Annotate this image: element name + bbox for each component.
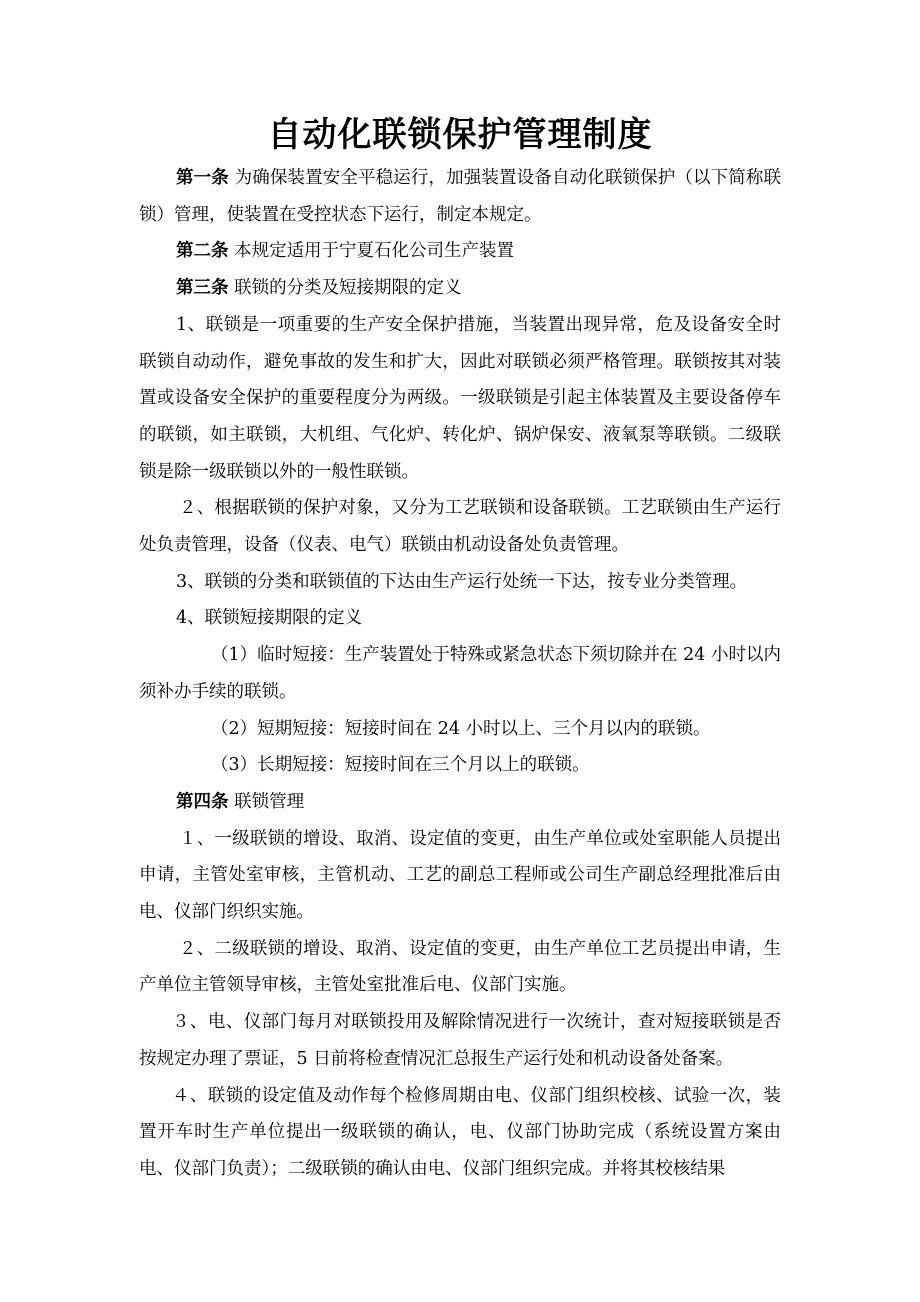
document-title: 自动化联锁保护管理制度 <box>267 115 653 155</box>
article-3 <box>139 270 781 307</box>
article-text: 本规定适用于宁夏石化公司生产装置 <box>228 241 515 262</box>
article-label: 第一条 <box>176 168 229 188</box>
article-text: 为确保装置安全平稳运行，加强装置设备自动化联锁保护（以下简称联锁）管理，使装置在受控状态下运行，制定本规定。 <box>139 168 782 225</box>
article-2 <box>139 233 781 270</box>
clause-4-2: ２、二级联锁的增设、取消、设定值的变更，由生产单位工艺员提出申请，生产单位主管领导审核，主管处室批准后电、仪部门实施。 <box>139 938 781 996</box>
article-label: 第二条 <box>176 241 229 262</box>
clause-3-4: 4、联锁短接期限的定义 <box>176 608 363 629</box>
article-text: 联锁的分类及短接期限的定义 <box>228 278 462 299</box>
clause-4-1: １、一级联锁的增设、取消、设定值的变更，由生产单位或处室职能人员提出申请，主管处室审核，主管机动、工艺的副总工程师或公司生产副总经理批准后由电、仪部门织织实施。 <box>139 828 781 923</box>
clause-3-4-2: （2）短期短接：短接时间在 24 小时以上、三个月以内的联锁。 <box>211 718 711 739</box>
clause-3-2: ２、根据联锁的保护对象，又分为工艺联锁和设备联锁。工艺联锁由生产运行处负责管理，设备（仪表、电气）联锁由机动设备处负责管理。 <box>139 498 781 556</box>
article-text: 联锁管理 <box>228 791 305 812</box>
article-4 <box>139 784 781 821</box>
document-body <box>139 160 781 1188</box>
clause-4-3: ３、电、仪部门每月对联锁投用及解除情况进行一次统计，查对短接联锁是否按规定办理了票证，5 日前将检查情况汇总报生产运行处和机动设备处备案。 <box>139 1012 781 1069</box>
article-label: 第四条 <box>176 791 229 812</box>
clause-4-4: ４、联锁的设定值及动作每个检修周期由电、仪部门组织校核、试验一次，装置开车时生产单位提出一级联锁的确认，电、仪部门协助完成（系统设置方案由电、仪部门负责）；二级联锁的确认由电、仪部门组织完成。并将其校核结果 <box>139 1085 781 1179</box>
clause-3-1: 1、联锁是一项重要的生产安全保护措施，当装置出现异常，危及设备安全时联锁自动动作，避免事故的发生和扩大，因此对联锁必须严格管理。联锁按其对装置或设备安全保护的重要程度分为两级。一级联锁是引起主体装置及主要设备停车的联锁，如主联锁，大机组、气化炉、转化炉、锅炉保安、液氧泵等联锁。二级联锁是除一级联锁以外的一般性联锁。 <box>139 314 781 482</box>
clause-3-4-1: （1）临时短接：生产装置处于特殊或紧急状态下须切除并在 24 小时以内须补办手续的联锁。 <box>139 645 781 702</box>
clause-3-4-3: （3）长期短接：短接时间在三个月以上的联锁。 <box>211 755 590 776</box>
article-label: 第三条 <box>176 278 229 299</box>
article-1 <box>139 160 781 233</box>
clause-3-3: 3、联锁的分类和联锁值的下达由生产运行处统一下达，按专业分类管理。 <box>176 571 748 592</box>
